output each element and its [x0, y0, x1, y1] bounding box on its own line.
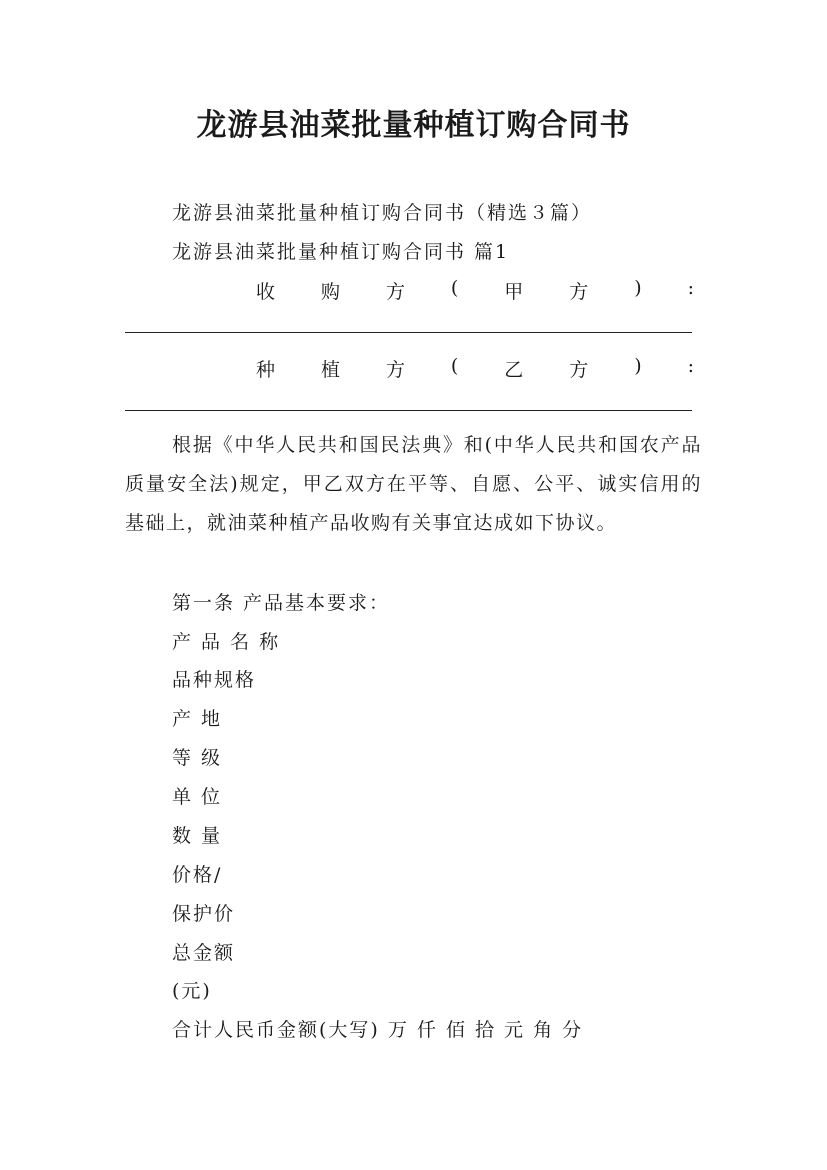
grower-char: ) [634, 355, 642, 377]
grower-char: : [687, 355, 694, 377]
buyer-char: 购 [320, 281, 340, 303]
document-title: 龙游县油菜批量种植订购合同书 [196, 108, 631, 143]
grower-char: 方 [569, 359, 589, 381]
field-yuan-unit: (元) [172, 980, 212, 1002]
buyer-blank-line [125, 332, 692, 333]
buyer-party-line [256, 277, 694, 304]
preamble-paragraph: 根据《中华人民共和国民法典》和(中华人民共和国农产品质量安全法)规定，甲乙双方在平等、自愿、公平、诚实信用的基础上，就油菜种植产品收购有关事宜达成如下协议。 [125, 434, 702, 534]
field-price: 价格/ [172, 864, 223, 886]
document-subtitle: 龙游县油菜批量种植订购合同书（精选３篇） [172, 202, 593, 224]
buyer-char: 甲 [504, 281, 524, 303]
field-total-rmb-uppercase: 合计人民币金额(大写) 万 仟 佰 拾 元 角 分 [172, 1019, 584, 1041]
field-origin: 产 地 [172, 708, 223, 730]
buyer-char: ( [450, 277, 459, 299]
field-product-name: 产 品 名 称 [172, 631, 281, 653]
buyer-char: 方 [385, 281, 405, 303]
field-total-amount: 总金额 [172, 942, 236, 964]
grower-party-line [256, 355, 694, 382]
field-variety-spec: 品种规格 [172, 669, 257, 691]
part-heading: 龙游县油菜批量种植订购合同书 篇1 [172, 241, 510, 263]
grower-char: 乙 [504, 359, 524, 381]
field-quantity: 数 量 [172, 825, 223, 847]
grower-char: 植 [320, 359, 340, 381]
grower-char: 种 [256, 359, 276, 381]
field-protected-price: 保护价 [172, 903, 236, 925]
buyer-char: 方 [569, 281, 589, 303]
field-grade: 等 级 [172, 747, 223, 769]
buyer-char: : [687, 277, 694, 299]
grower-char: ( [450, 355, 459, 377]
field-unit: 单 位 [172, 786, 223, 808]
grower-char: 方 [385, 359, 405, 381]
buyer-char: 收 [256, 281, 276, 303]
grower-blank-line [125, 410, 692, 411]
article1-heading: 第一条 产品基本要求： [172, 592, 391, 614]
buyer-char: ) [634, 277, 642, 299]
